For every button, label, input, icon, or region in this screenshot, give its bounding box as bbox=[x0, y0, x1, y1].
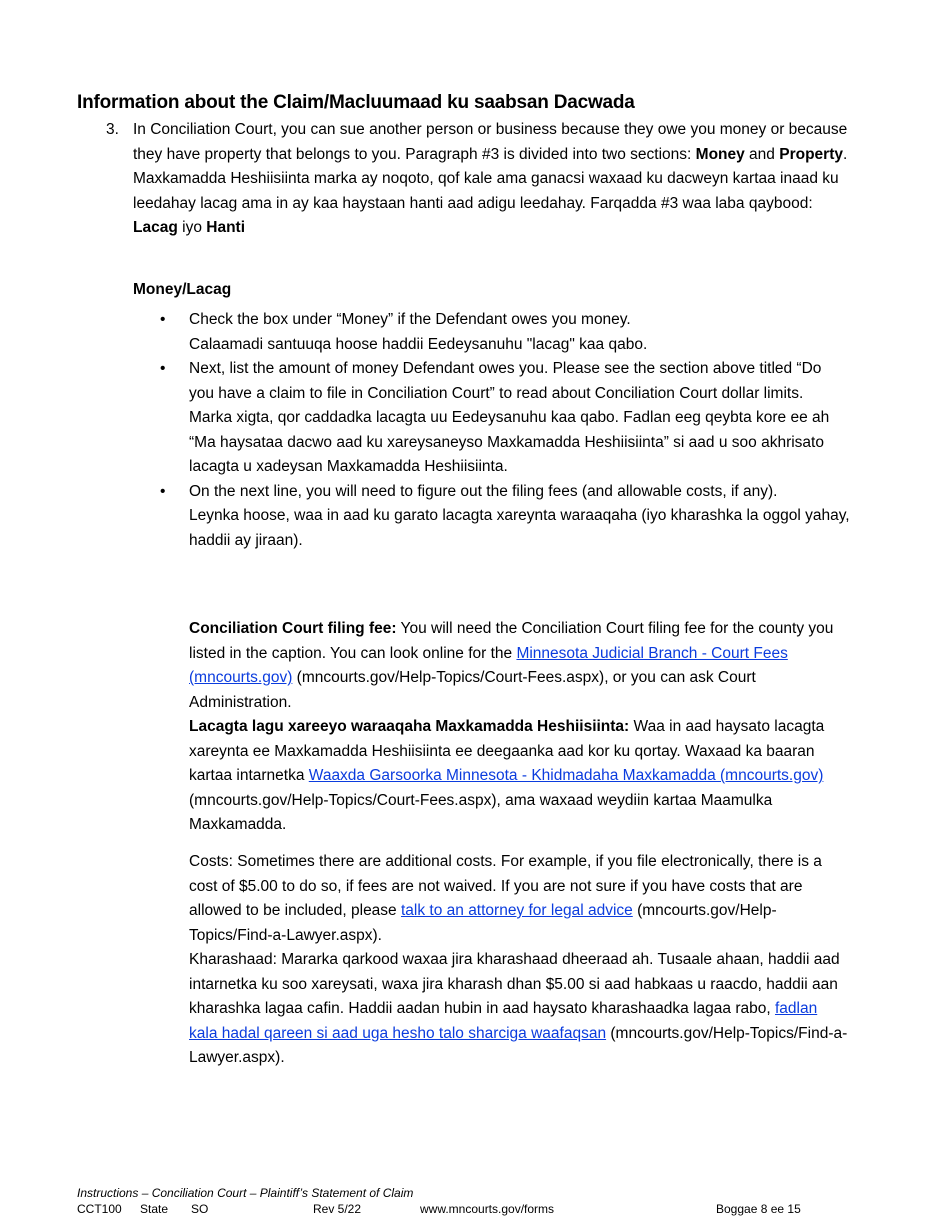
list-item: • Next, list the amount of money Defendant owes you. Please see the section above titled “Do you have a claim to file in Conciliation Court” to read about Conciliation Court dollar limits. Marka xigta, qor caddadka lacagta uu Eedeysanuhu kaa qabo. Fadlan eeg qeybta kore ee ah “Ma haysataa dacwo aad ku xareysaneyso Maxkamadda Heshiisiinta” si aad u soo akhrisato lacagta u xadeysan Maxkamadda Heshiisiinta. bbox=[160, 357, 850, 480]
item-3-somali: Maxkamadda Heshiisiinta marka ay noqoto, qof kale ama ganacsi waxaad ku dacweyn kartaa inaad ku leedahay lacag ama in ay kaa haystaan hanti aad adigu leedahay. Farqadda #3 waa laba qaybood: Lacag iyo Hanti bbox=[133, 170, 839, 236]
bullet-icon: • bbox=[160, 311, 166, 328]
list-item: • On the next line, you will need to figure out the filing fees (and allowable costs, if any). Leynka hoose, waa in aad ku garato lacagta xareynta waraaqaha (iyo kharashka la oggol yahay, haddii ay jiraan). bbox=[160, 480, 850, 554]
court-fees-link-somali[interactable]: Waaxda Garsoorka Minnesota - Khidmadaha Maxkamadda (mncourts.gov) bbox=[308, 767, 824, 784]
item-number: 3. bbox=[106, 121, 119, 138]
page-footer bbox=[77, 1185, 867, 1217]
language-code: SO bbox=[191, 1202, 209, 1216]
bullet-icon: • bbox=[160, 482, 166, 500]
money-subheading: Money/Lacag bbox=[133, 281, 232, 298]
list-item: • Check the box under “Money” if the Defendant owes you money. Calaamadi santuuqa hoose haddii Eedeysanuhu "lacag" kaa qabo. bbox=[160, 308, 850, 357]
attorney-advice-link[interactable]: talk to an attorney for legal advice bbox=[400, 902, 633, 919]
filing-fee-english: Conciliation Court filing fee: You will need the Conciliation Court filing fee for the county you listed in the caption. You can look online for the Minnesota Judicial Branch - Court Fees (mncourts.gov) (mncourts.gov/Help-Topics/Court-Fees.aspx), or you can ask Court Administration. bbox=[189, 620, 834, 711]
filing-fee-block bbox=[189, 617, 849, 838]
footer-title: Instructions – Conciliation Court – Plaintiff’s Statement of Claim bbox=[77, 1186, 414, 1200]
page-number: Boggae 8 ee 15 bbox=[716, 1202, 801, 1216]
footer-info-row bbox=[77, 1201, 867, 1217]
item-3-paragraph bbox=[133, 118, 853, 241]
money-bullet-list bbox=[160, 308, 850, 553]
attorney-advice-link-somali[interactable]: fadlan kala hadal qareen si aad uga hesho talo sharciga waafaqsan bbox=[189, 1000, 818, 1042]
state-label: State bbox=[140, 1202, 169, 1216]
costs-block bbox=[189, 850, 849, 1071]
court-fees-link[interactable]: Minnesota Judicial Branch - Court Fees (mncourts.gov) bbox=[189, 644, 788, 686]
bullet-icon: • bbox=[160, 360, 166, 377]
filing-fee-somali: Lacagta lagu xareeyo waraaqaha Maxkamadda Heshiisiinta: Waa in aad haysato lacagta xareynta ee Maxkamadda Heshiisiinta ee deegaanka aad kor ku qortay. Waxaad ka baaran kartaa intarnetka Waaxda Garsoorka Minnesota - Khidmadaha Maxkamadda (mncourts.gov) (mncourts.gov/Help-Topics/Court-Fees.aspx), ama waxaad weydiin kartaa Maamulka Maxkamadda. bbox=[189, 718, 825, 833]
item-3-english: In Conciliation Court, you can sue another person or business because they owe you money or because they have property that belongs to you. Paragraph #3 is divided into two sections: Money and Property. bbox=[133, 121, 848, 163]
costs-english: Costs: Sometimes there are additional costs. For example, if you file electronically, there is a cost of $5.00 to do so, if fees are not waived. If you are not sure if you have costs that are allowed to be included, please talk to an attorney for legal advice (mncourts.gov/Help-Topics/Find-a-Lawyer.aspx). bbox=[189, 853, 822, 944]
section-heading: Information about the Claim/Macluumaad ku saabsan Dacwada bbox=[77, 92, 635, 113]
forms-url: www.mncourts.gov/forms bbox=[420, 1202, 555, 1216]
revision: Rev 5/22 bbox=[313, 1202, 362, 1216]
form-id: CCT100 bbox=[77, 1202, 122, 1216]
costs-somali: Kharashaad: Mararka qarkood waxaa jira kharashaad dheeraad ah. Tusaale ahaan, haddii aad intarnetka ku soo xareysati, waxa jira kharash dhan $5.00 si aad habkaas u raacdo, haddii aan kharashka lagaa cafin. Haddii aadan hubin in aad haysato kharashaadka lagaa rabo, fadlan kala hadal qareen si aad uga hesho talo sharciga waafaqsan (mncourts.gov/Help-Topics/Find-a-Lawyer.aspx). bbox=[189, 951, 848, 1066]
